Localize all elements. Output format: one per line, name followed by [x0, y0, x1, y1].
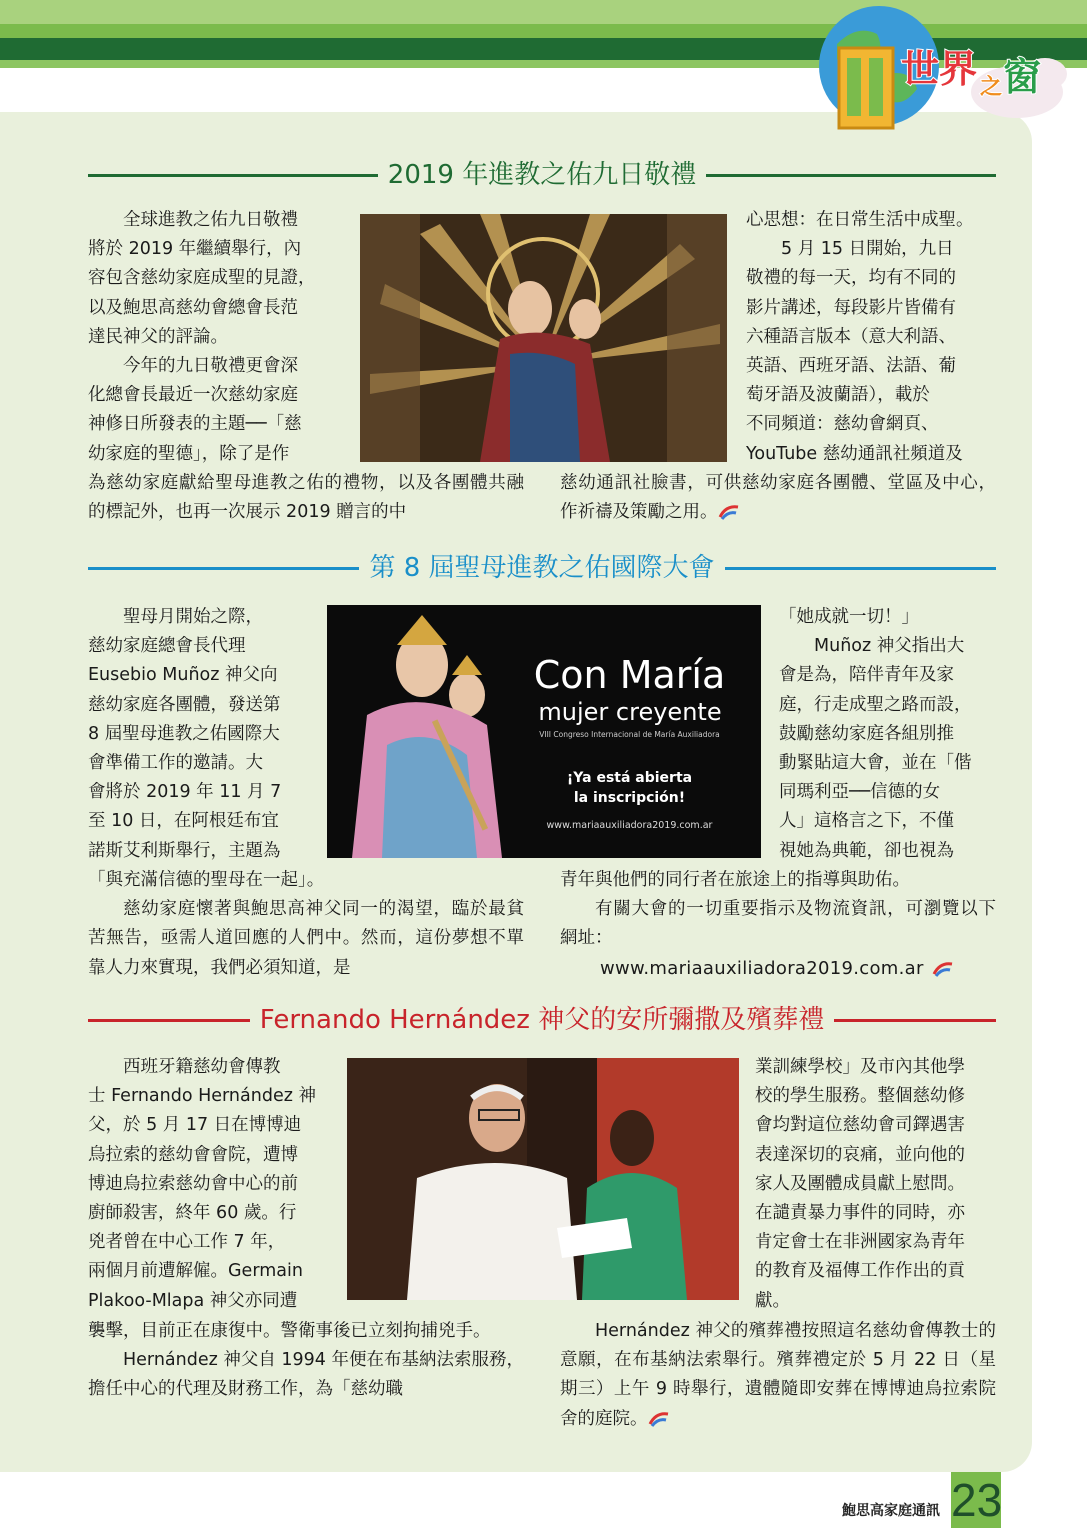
text-line: 視她為典範，卻也視為 — [779, 840, 954, 861]
congress-url-link[interactable]: www.mariaauxiliadora2019.com.ar — [600, 957, 924, 979]
banner-line-2: mujer creyente — [538, 698, 722, 726]
text-line: 至 10 日，在阿根廷布宜 — [88, 811, 279, 832]
text-line: 父，於 5 月 17 日在博博迪 — [88, 1115, 302, 1136]
text-line: 會準備工作的邀請。大 — [88, 753, 263, 774]
text-line: 將於 2019 年繼續舉行，內 — [88, 239, 302, 260]
article2-left-bottom — [88, 866, 524, 983]
congress-banner — [327, 605, 761, 858]
page-number: 23 — [951, 1474, 1003, 1526]
paragraph: Hernández 神父自 1994 年便在布基納法索服務，擔任中心的代理及財務工作，為「慈幼職 — [88, 1350, 525, 1400]
article3-left-column — [88, 1053, 331, 1316]
article3-right-bottom — [560, 1317, 996, 1434]
text-line: 表達深切的哀痛，並向他的 — [755, 1144, 965, 1165]
article2-heading — [88, 548, 996, 588]
logo-text-3: 窗 — [1003, 55, 1042, 99]
text-line: YouTube 慈幼通訊社頻道及 — [746, 443, 963, 464]
text-line: Eusebio Muñoz 神父向 — [88, 665, 278, 686]
text-line: 烏拉索的慈幼會會院，遭博 — [88, 1144, 298, 1165]
paragraph: 襲擊，目前正在康復中。警衛事後已立刻拘捕兇手。 — [88, 1321, 491, 1341]
text-line: 萄牙語及波蘭語），載於 — [746, 385, 930, 406]
text-line: 的教育及福傳工作作出的貢 — [755, 1261, 965, 1282]
article1-left-bottom — [88, 469, 524, 527]
text-line: Muñoz 神父指出大 — [814, 636, 965, 657]
article3-heading — [88, 1000, 996, 1040]
text-line: 肯定會士在非洲國家為青年 — [755, 1232, 965, 1253]
text-line: 家人及團體成員獻上慰問。 — [755, 1173, 965, 1194]
logo-text-2: 之 — [980, 75, 1003, 100]
paragraph: 慈幼通訊社臉書，可供慈幼家庭各團體、堂區及中心，作祈禱及策勵之用。 — [560, 473, 996, 523]
text-line: 西班牙籍慈幼會傳教 — [123, 1057, 281, 1077]
text-line: 人」這格言之下，不僅 — [779, 811, 954, 832]
text-line: 以及鮑思高慈幼會總會長范 — [88, 297, 298, 318]
article3-title: Fernando Hernández 神父的安所彌撒及殯葬禮 — [259, 1005, 825, 1035]
text-line: 英語、西班牙語、法語、葡 — [746, 356, 956, 377]
heading-rule — [88, 1019, 250, 1022]
paragraph: 青年與他們的同行者在旅途上的指導與助佑。 — [560, 870, 910, 890]
paragraph: 為慈幼家庭獻給聖母進教之佑的禮物，以及各團體共融的標記外，也再一次展示 2019 贈言的中 — [88, 473, 524, 523]
text-line: 今年的九日敬禮更會深 — [123, 356, 298, 377]
article2-right-column — [779, 603, 996, 866]
text-line: 諾斯艾利斯舉行，主題為 — [88, 840, 281, 861]
banner-line-4: ¡Ya está abierta — [566, 770, 693, 786]
article1-left-column — [88, 206, 344, 469]
text-line: 敬禮的每一天，均有不同的 — [746, 268, 956, 289]
heading-rule — [706, 174, 996, 177]
article3-right-column — [755, 1053, 996, 1316]
logo-text-1: 世界 — [901, 47, 978, 91]
text-line: Plakoo-Mlapa 神父亦同遭 — [88, 1290, 298, 1311]
paragraph: 慈幼家庭懷著與鮑思高神父同一的渴望，臨於最貧苦無告，亟需人道回應的人們中。然而，這份夢想不單靠人力來實現，我們必須知道，是 — [88, 899, 524, 978]
banner-line-3: VIII Congreso Internacional de María Auxiliadora — [539, 730, 720, 739]
end-mark-icon — [648, 1410, 670, 1428]
text-line: 容包含慈幼家庭成聖的見證， — [88, 268, 316, 289]
paragraph: Hernández 神父的殯葬禮按照這名慈幼會傳教士的意願，在布基納法索舉行。殯葬禮定於 5 月 22 日（星期三）上午 9 時舉行，遺體隨即安葬在博博迪烏拉索院舍的庭院。 — [560, 1321, 996, 1429]
text-line: 廚師殺害，終年 60 歲。行 — [88, 1203, 297, 1224]
article3-left-bottom — [88, 1317, 524, 1405]
heading-rule — [725, 567, 996, 570]
text-line: 兇者曾在中心工作 7 年， — [88, 1232, 286, 1253]
text-line: 在譴責暴力事件的同時，亦 — [755, 1203, 965, 1224]
article2-title: 第 8 屆聖母進教之佑國際大會 — [369, 553, 715, 583]
paragraph: 有關大會的一切重要指示及物流資訊，可瀏覽以下網址： — [560, 899, 996, 949]
article2-left-column — [88, 603, 308, 866]
paragraph: 「與充滿信德的聖母在一起」。 — [88, 870, 325, 890]
article1-heading — [88, 155, 996, 195]
text-line: 業訓練學校」及市內其他學 — [755, 1057, 965, 1077]
article2-right-bottom — [560, 866, 996, 983]
text-line: 聖母月開始之際， — [123, 607, 263, 627]
text-line: 會將於 2019 年 11 月 7 — [88, 782, 282, 803]
banner-url: www.mariaauxiliadora2019.com.ar — [546, 820, 713, 831]
end-mark-icon — [718, 503, 740, 521]
banner-statue-image — [327, 605, 517, 858]
banner-line-5: la inscripción! — [573, 790, 686, 806]
text-line: 化總會長最近一次慈幼家庭 — [88, 385, 298, 406]
text-line: 全球進教之佑九日敬禮 — [123, 210, 298, 230]
text-line: 影片講述，每段影片皆備有 — [746, 297, 956, 318]
heading-rule — [88, 174, 378, 177]
text-line: 六種語言版本（意大利語、 — [746, 326, 956, 347]
text-line: 校的學生服務。整個慈幼修 — [755, 1086, 965, 1107]
text-line: 獻。 — [755, 1290, 790, 1311]
text-line: 庭，行走成聖之路而設， — [779, 694, 972, 715]
text-line: 神修日所發表的主題──「慈 — [88, 414, 302, 435]
text-line: 會均對這位慈幼會司鐸遇害 — [755, 1115, 965, 1136]
world-window-logo — [817, 4, 1067, 132]
text-line: 8 屆聖母進教之佑國際大 — [88, 723, 280, 744]
heading-rule — [88, 567, 359, 570]
text-line: 會是為，陪伴青年及家 — [779, 665, 954, 686]
publication-name: 鮑思高家庭通訊 — [842, 1503, 940, 1519]
text-line: 兩個月前遭解僱。Germain — [88, 1261, 303, 1282]
text-line: 幼家庭的聖德」，除了是作 — [88, 443, 290, 464]
text-line: 心思想：在日常生活中成聖。 — [746, 210, 974, 230]
text-line: 動緊貼這大會，並在「偕 — [779, 753, 972, 774]
end-mark-icon — [932, 960, 954, 978]
text-line: 同瑪利亞──信德的女 — [779, 782, 941, 803]
banner-line-1: Con María — [533, 653, 726, 697]
text-line: 不同頻道：慈幼會網頁、 — [746, 414, 939, 435]
article1-title: 2019 年進教之佑九日敬禮 — [387, 160, 697, 190]
text-line: 士 Fernando Hernández 神 — [88, 1086, 316, 1107]
article1-right-column — [746, 206, 998, 469]
article1-right-bottom — [560, 469, 996, 527]
text-line: 5 月 15 日開始，九日 — [781, 239, 954, 260]
text-line: 慈幼家庭各團體，發送第 — [88, 694, 281, 715]
text-line: 「她成就一切！」 — [779, 607, 919, 627]
text-line: 鼓勵慈幼家庭各組別推 — [779, 723, 954, 744]
hernandez-photo — [347, 1058, 739, 1300]
text-line: 博迪烏拉索慈幼會中心的前 — [88, 1173, 298, 1194]
heading-rule — [834, 1019, 996, 1022]
madonna-statue-photo — [360, 214, 727, 462]
text-line: 達民神父的評論。 — [88, 326, 228, 347]
text-line: 慈幼家庭總會長代理 — [88, 636, 246, 657]
